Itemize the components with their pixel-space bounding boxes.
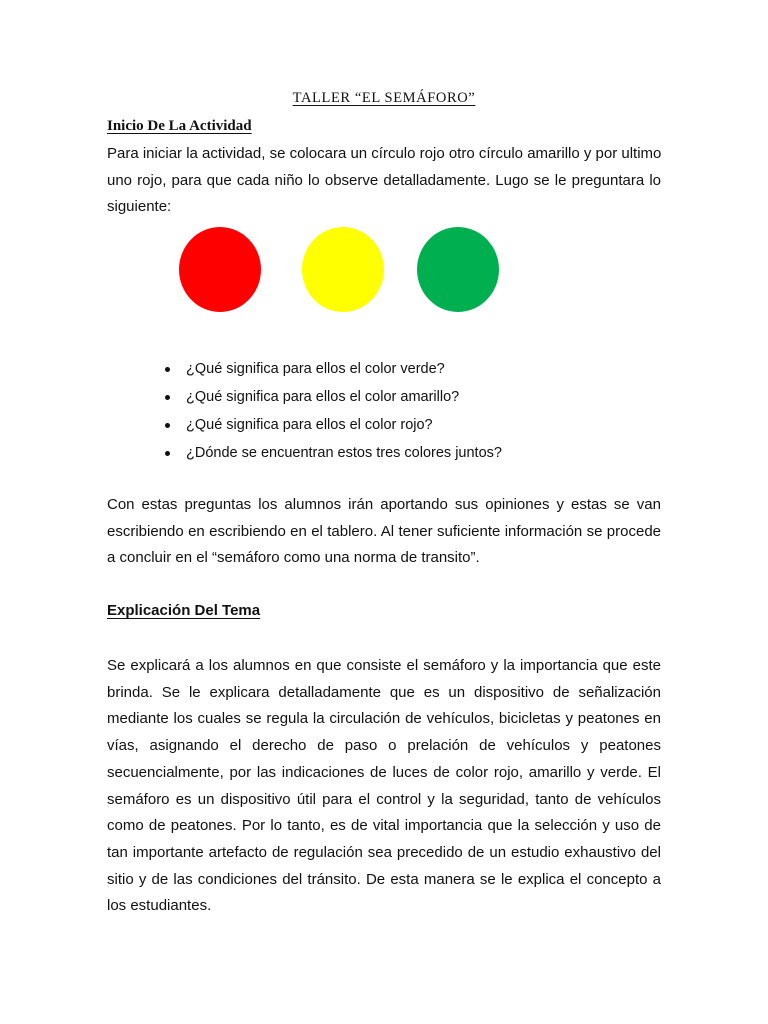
paragraph-line: semáforo es un dispositivo útil para el control y la seguridad, tanto de vehículos	[107, 790, 661, 808]
paragraph-line: a concluir en el “semáforo como una norma de transito”.	[107, 549, 480, 567]
bullet-icon	[165, 423, 170, 428]
question-list	[165, 356, 502, 468]
green-circle	[417, 227, 499, 312]
conclusion-paragraph	[107, 492, 661, 572]
list-item: ¿Qué significa para ellos el color amarillo?	[165, 384, 502, 412]
paragraph-line: brinda. Se le explicara detalladamente que es un dispositivo de señalización	[107, 683, 661, 701]
section-heading-inicio: Inicio De La Actividad	[107, 118, 252, 134]
bullet-icon	[165, 451, 170, 456]
paragraph-line: mediante los cuales se regula la circulación de vehículos, bicicletas y peatones en	[107, 710, 661, 728]
paragraph-line: Para iniciar la actividad, se colocara un círculo rojo otro círculo amarillo y por ultimo	[107, 145, 662, 162]
paragraph-line: tan importante artefacto de regulación sea precedido de un estudio exhaustivo del	[107, 843, 661, 861]
bullet-icon	[165, 395, 170, 400]
paragraph-line: como de peatones. Por lo tanto, es de vital importancia que la selección y uso de	[107, 817, 661, 835]
red-circle	[179, 227, 261, 312]
yellow-circle	[302, 227, 384, 312]
list-item: ¿Qué significa para ellos el color verde?	[165, 356, 502, 384]
section-heading-explicacion: Explicación Del Tema	[107, 602, 261, 619]
intro-paragraph	[107, 141, 661, 221]
explanation-paragraph	[107, 653, 661, 920]
paragraph-line: uno rojo, para que cada niño lo observe detalladamente. Lugo se le preguntara lo	[107, 171, 661, 189]
bullet-icon	[165, 367, 170, 372]
paragraph-line: Se explicará a los alumnos en que consiste el semáforo y la importancia que este	[107, 657, 661, 674]
list-item: ¿Dónde se encuentran estos tres colores juntos?	[165, 440, 502, 468]
paragraph-line: sitio y de las condiciones del tránsito. De esta manera se le explica el concepto a	[107, 870, 661, 888]
list-item: ¿Qué significa para ellos el color rojo?	[165, 412, 502, 440]
paragraph-line: siguiente:	[107, 198, 172, 216]
paragraph-line: los estudiantes.	[107, 897, 212, 915]
paragraph-line: Con estas preguntas los alumnos irán aportando sus opiniones y estas se van	[107, 496, 661, 513]
paragraph-line: vías, asignando el derecho de paso o prelación de vehículos y peatones	[107, 737, 661, 755]
paragraph-line: secuencialmente, por las indicaciones de luces de color rojo, amarillo y verde. El	[107, 763, 661, 781]
paragraph-line: escribiendo en escribiendo en el tablero. Al tener suficiente información se procede	[107, 522, 661, 540]
document-title: TALLER “EL SEMÁFORO”	[292, 90, 476, 106]
